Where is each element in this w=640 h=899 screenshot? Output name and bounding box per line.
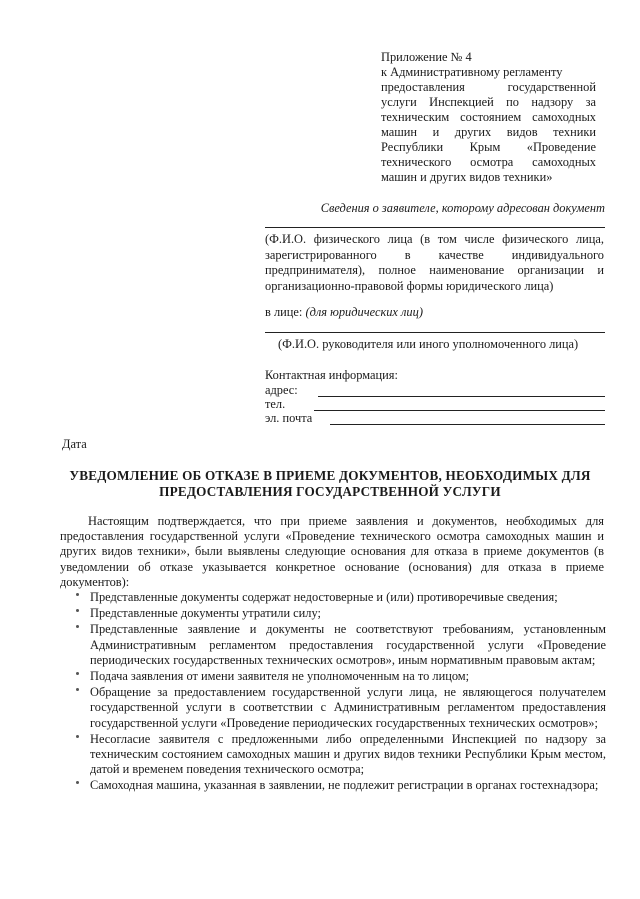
annex-line: технического осмотра самоходных xyxy=(381,155,596,169)
annex-line: Приложение № 4 xyxy=(381,50,472,64)
in-person-field xyxy=(265,305,423,320)
date-label: Дата xyxy=(62,437,87,451)
contacts-heading: Контактная информация: xyxy=(265,368,398,382)
applicant-fio-note: (Ф.И.О. физического лица (в том числе физического лица, зарегистрированного в качестве индивидуального предпринимателя), полное наименование организации и организационно-правовой формы юридического лица) xyxy=(265,232,604,293)
document-title-line-2: ПРЕДОСТАВЛЕНИЯ ГОСУДАРСТВЕННОЙ УСЛУГИ xyxy=(159,484,501,499)
director-note: (Ф.И.О. руководителя или иного уполномоченного лица) xyxy=(278,337,579,351)
list-item: Представленные документы утратили силу; xyxy=(80,606,606,621)
address-label: адрес: xyxy=(265,383,298,397)
phone-line xyxy=(314,410,605,411)
list-item: Представленные документы содержат недостоверные и (или) противоречивые сведения; xyxy=(80,590,606,605)
annex-line: услуги Инспекцией по надзору за xyxy=(381,95,596,109)
applicant-name-line xyxy=(265,227,605,228)
address-line xyxy=(318,396,605,397)
list-item: Представленные заявление и документы не соответствуют требованиям, установленным Административным регламентом предоставления государственной услуги «Проведение периодических государственных технических осмотров», иным нормативным правовым актам; xyxy=(80,622,606,668)
director-name-line xyxy=(265,332,605,333)
applicant-section-title: Сведения о заявителе, которому адресован документ xyxy=(320,201,605,215)
email-label: эл. почта xyxy=(265,411,313,425)
email-line xyxy=(330,424,605,425)
intro-paragraph: Настоящим подтверждается, что при приеме заявления и документов, необходимых для предоставления государственной услуги «Проведение технического осмотра самоходных машин и других видов техники», были выявлены следующие основания для отказа в приеме документов (в уведомлении об отказе указывается конкретное основание (основания) для отказа в приеме документов): xyxy=(60,514,604,589)
annex-line: предоставления государственной xyxy=(381,80,596,94)
annex-line: к Административному регламенту xyxy=(381,65,563,79)
in-person-note: (для юридических лиц) xyxy=(305,305,423,319)
list-item: Несогласие заявителя с предложенными либо определенными Инспекцией по надзору за техническим состоянием самоходных машин и других видов техники Республики Крым местом, датой и временем поведения технического осмотра; xyxy=(80,732,606,778)
list-item: Подача заявления от имени заявителя не уполномоченным на то лицом; xyxy=(80,669,606,684)
phone-label: тел. xyxy=(265,397,286,411)
annex-line: машин и других видов техники xyxy=(381,125,596,139)
annex-line: машин и других видов техники» xyxy=(381,170,553,184)
annex-header xyxy=(381,50,596,185)
annex-line: Республики Крым «Проведение xyxy=(381,140,596,154)
document-title-line-1: УВЕДОМЛЕНИЕ ОБ ОТКАЗЕ В ПРИЕМЕ ДОКУМЕНТОВ, НЕОБХОДИМЫХ ДЛЯ xyxy=(69,468,591,483)
in-person-label: в лице: xyxy=(265,305,303,319)
document-title xyxy=(50,468,610,500)
annex-line: техническим состоянием самоходных xyxy=(381,110,596,124)
list-item: Самоходная машина, указанная в заявлении, не подлежит регистрации в органах гостехнадзора; xyxy=(80,778,606,793)
refusal-grounds-list xyxy=(80,590,606,795)
list-item: Обращение за предоставлением государственной услуги лица, не являющегося получателем государственной услуги в соответствии с Административным регламентом предоставления государственной услуги «Проведение периодических государственных технических осмотров»; xyxy=(80,685,606,731)
